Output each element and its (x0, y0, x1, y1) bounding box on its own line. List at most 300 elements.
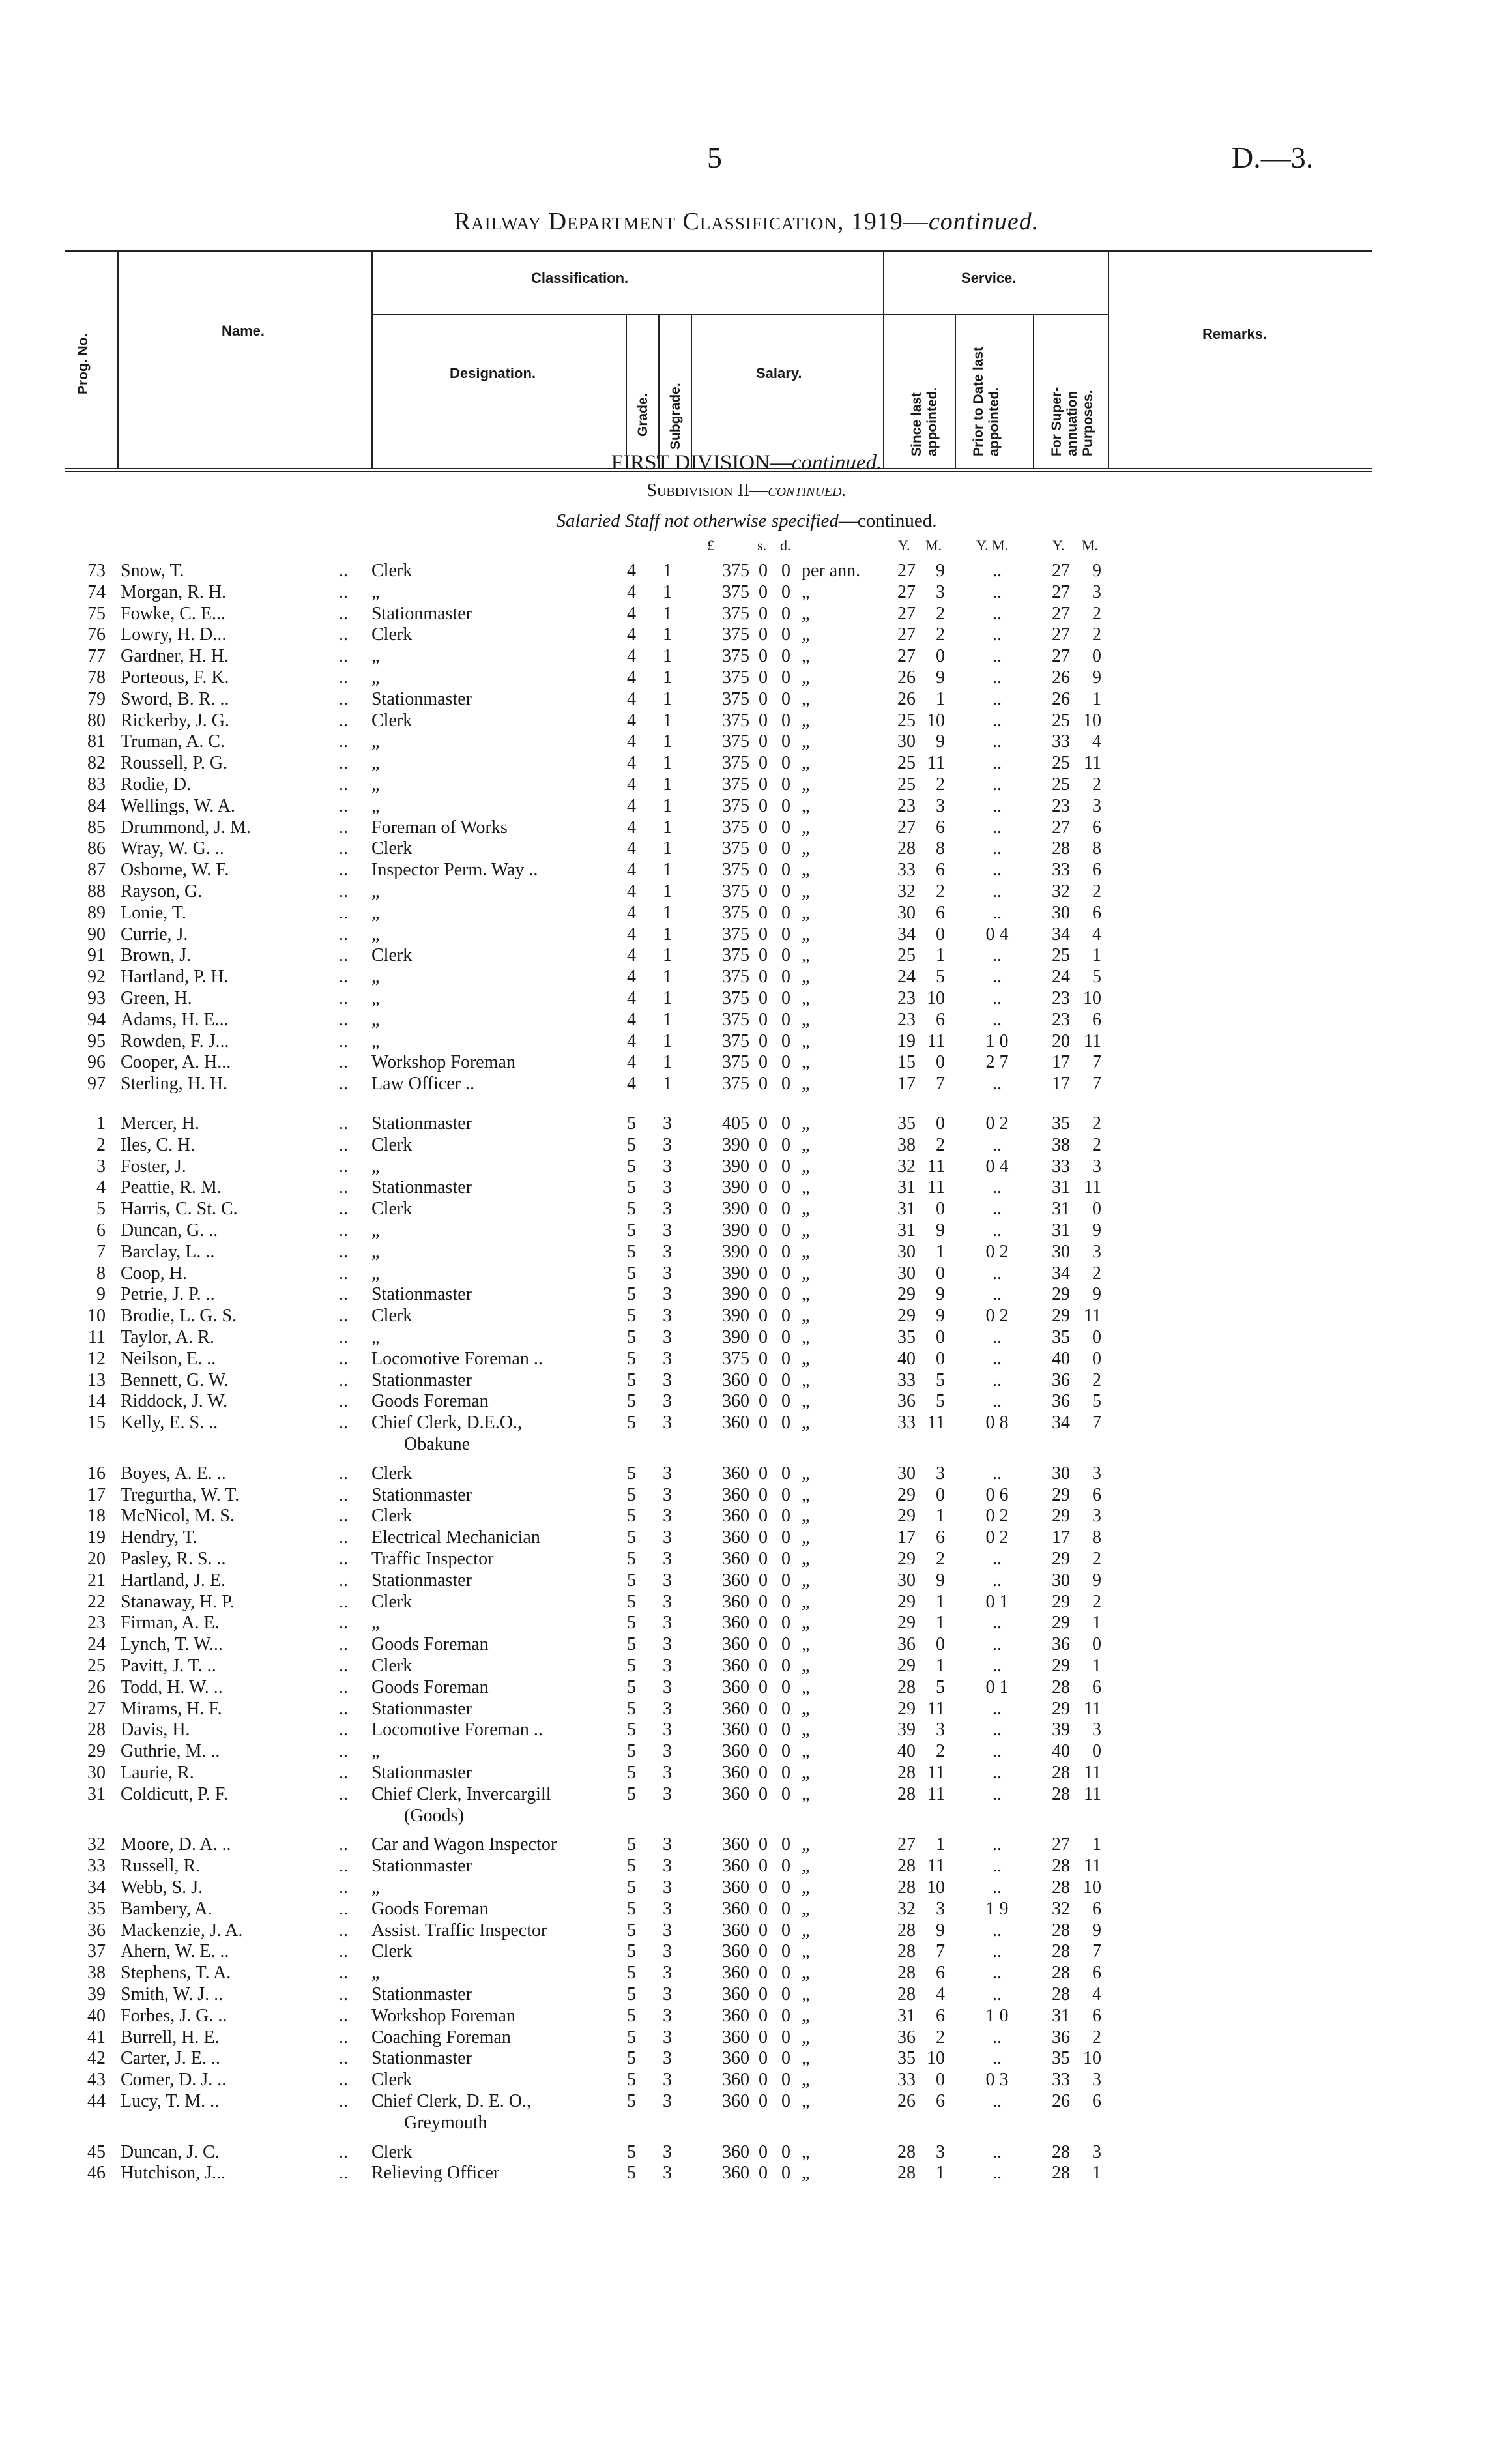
salary-period: „ (802, 1074, 810, 1094)
salary-pounds: 360 (722, 1634, 749, 1655)
staff-name: Green, H. (121, 988, 192, 1008)
super-years: 25 (1052, 945, 1070, 966)
super-months: 9 (1092, 1284, 1101, 1305)
salary-shillings: 0 (759, 1898, 768, 1919)
leader-dots: .. (339, 1506, 348, 1527)
since-months: 0 (936, 1634, 945, 1655)
super-months: 2 (1092, 1113, 1101, 1134)
subgrade: 3 (663, 1177, 672, 1198)
salary-period: „ (802, 774, 810, 795)
salary-shillings: 0 (759, 1763, 768, 1783)
salary-period: „ (802, 731, 810, 752)
leader-dots: .. (339, 1920, 348, 1941)
since-months: 6 (936, 817, 945, 838)
grade: 5 (627, 1549, 636, 1569)
super-years: 27 (1052, 646, 1070, 667)
designation: „ (371, 774, 380, 795)
since-months: 3 (936, 1898, 945, 1919)
salary-pence: 0 (781, 1484, 790, 1505)
prog-no: 22 (87, 1591, 106, 1612)
salary-period: „ (802, 1613, 810, 1634)
since-years: 30 (897, 1570, 916, 1591)
since-months: 1 (936, 1241, 945, 1262)
since-years: 28 (897, 1877, 916, 1898)
salary-pounds: 375 (722, 967, 749, 988)
prior-service: .. (993, 1463, 1002, 1484)
table-row (0, 646, 1493, 667)
since-months: 10 (927, 988, 945, 1008)
since-months: 2 (936, 1741, 945, 1762)
division-label: FIRST DIVISION— (611, 451, 792, 475)
staff-name: Hartland, P. H. (121, 967, 229, 988)
prog-no: 2 (96, 1134, 106, 1155)
subgrade: 3 (663, 1484, 672, 1505)
prior-service: .. (993, 1963, 1002, 1984)
table-row (0, 2006, 1493, 2027)
subgrade: 3 (663, 1570, 672, 1591)
salary-pounds: 360 (722, 1963, 749, 1984)
since-months: 0 (936, 1199, 945, 1220)
designation: Stationmaster (371, 1177, 472, 1198)
since-years: 31 (897, 1177, 916, 1198)
since-months: 1 (936, 2163, 945, 2184)
salary-shillings: 0 (759, 1591, 768, 1612)
leader-dots: .. (339, 1009, 348, 1030)
super-months: 6 (1092, 2005, 1101, 2026)
prog-no: 39 (87, 1984, 106, 2004)
subgrade: 1 (663, 945, 672, 966)
salary-pence: 0 (781, 1199, 790, 1220)
prog-no: 35 (87, 1898, 106, 1919)
grade: 5 (627, 1941, 636, 1962)
prog-no: 89 (87, 902, 106, 923)
grade: 5 (627, 1763, 636, 1783)
staff-name: Coldicutt, P. F. (121, 1783, 229, 1804)
grade: 5 (627, 2048, 636, 2069)
since-years: 30 (897, 902, 916, 923)
staff-name: Laurie, R. (121, 1763, 194, 1783)
grade: 5 (627, 1463, 636, 1484)
table-row (0, 1370, 1493, 1391)
since-months: 10 (927, 2048, 945, 2069)
grade: 5 (627, 1177, 636, 1198)
super-months: 11 (1084, 1177, 1101, 1198)
staff-name: Duncan, J. C. (121, 2141, 220, 2162)
salary-pence: 0 (781, 1941, 790, 1962)
salary-shillings: 0 (759, 1370, 768, 1390)
designation: Stationmaster (371, 1856, 472, 1877)
staff-name: Stanaway, H. P. (121, 1591, 235, 1612)
designation: „ (371, 1613, 380, 1634)
salary-period: „ (802, 1591, 810, 1612)
salary-shillings: 0 (759, 1720, 768, 1740)
super-years: 33 (1052, 860, 1070, 881)
super-months: 10 (1083, 988, 1101, 1008)
grade: 5 (627, 1613, 636, 1634)
prior-service: .. (993, 2091, 1002, 2111)
designation: Clerk (371, 561, 413, 581)
prog-no: 24 (87, 1634, 106, 1655)
salary-pence: 0 (781, 603, 790, 624)
salary-pence: 0 (781, 1677, 790, 1697)
since-years: 36 (897, 2027, 916, 2047)
salary-pounds: 360 (722, 2141, 749, 2162)
prog-no: 86 (87, 838, 106, 859)
prog-no: 3 (96, 1156, 106, 1177)
super-months: 2 (1092, 603, 1101, 624)
salary-pounds: 375 (722, 817, 749, 838)
subgrade: 3 (663, 1391, 672, 1412)
table-row (0, 1877, 1493, 1898)
salary-pounds: 360 (722, 1898, 749, 1919)
grade: 4 (627, 967, 636, 988)
table-row (0, 838, 1493, 859)
prior-service: .. (993, 945, 1002, 966)
table-row (0, 1699, 1493, 1720)
designation: Stationmaster (371, 1984, 472, 2004)
subgrade: 3 (663, 1370, 672, 1390)
since-years: 24 (897, 967, 916, 988)
staff-name: Iles, C. H. (121, 1134, 196, 1155)
since-years: 31 (897, 1220, 916, 1240)
leader-dots: .. (339, 774, 348, 795)
salary-pounds: 390 (722, 1241, 749, 1262)
grade: 4 (627, 860, 636, 881)
salary-pounds: 405 (722, 1113, 749, 1134)
table-row (0, 1052, 1493, 1073)
salary-period: „ (802, 1484, 810, 1505)
salary-pence: 0 (781, 2070, 790, 2090)
table-row (0, 1413, 1493, 1433)
designation: „ (371, 924, 380, 945)
salary-pence: 0 (781, 1527, 790, 1548)
grade: 5 (627, 1284, 636, 1305)
prior-service: .. (993, 1613, 1002, 1634)
super-months: 7 (1092, 1413, 1101, 1433)
since-months: 10 (927, 1877, 945, 1898)
grade: 4 (627, 624, 636, 645)
since-months: 11 (927, 1698, 945, 1719)
since-months: 0 (936, 1484, 945, 1505)
grade: 4 (627, 924, 636, 945)
salary-pounds: 375 (722, 624, 749, 645)
since-years: 30 (897, 1241, 916, 1262)
table-row (0, 817, 1493, 838)
since-months: 9 (936, 1920, 945, 1941)
super-years: 28 (1052, 1783, 1070, 1804)
salary-period: „ (802, 924, 810, 945)
salary-shillings: 0 (759, 1506, 768, 1527)
designation: Traffic Inspector (371, 1549, 494, 1569)
designation: „ (371, 1241, 380, 1262)
leader-dots: .. (339, 1413, 348, 1433)
leader-dots: .. (339, 817, 348, 838)
subgrade: 3 (663, 2027, 672, 2047)
since-years: 32 (897, 881, 916, 902)
header-prior-to: Prior to Date last appointed. (971, 346, 1002, 456)
grade: 4 (627, 603, 636, 624)
super-months: 2 (1092, 881, 1101, 902)
designation: „ (371, 795, 380, 816)
designation: Goods Foreman (371, 1391, 489, 1412)
salary-pence: 0 (781, 1984, 790, 2004)
prior-service: .. (993, 731, 1002, 752)
table-row (0, 624, 1493, 645)
table-row (0, 1263, 1493, 1284)
salary-period: „ (802, 1834, 810, 1855)
prior-service: .. (993, 688, 1002, 709)
super-months: 2 (1092, 624, 1101, 645)
table-row (0, 1941, 1493, 1962)
prior-service: .. (993, 1984, 1002, 2004)
grade: 5 (627, 1741, 636, 1762)
prior-service: .. (993, 967, 1002, 988)
leader-dots: .. (339, 1306, 348, 1327)
salary-period: „ (802, 2027, 810, 2047)
salary-pence: 0 (781, 1634, 790, 1655)
subgrade: 3 (663, 2005, 672, 2026)
table-row (0, 1031, 1493, 1052)
subgrade: 3 (663, 1327, 672, 1347)
col-divider (371, 250, 373, 469)
subgrade: 3 (663, 2048, 672, 2069)
salary-pence: 0 (781, 1370, 790, 1390)
header-subgrade: Subgrade. (668, 383, 683, 450)
grade: 5 (627, 1527, 636, 1548)
salary-shillings: 0 (759, 1134, 768, 1155)
staff-name: Ahern, W. E. .. (121, 1941, 229, 1962)
subgrade: 1 (663, 774, 672, 795)
prog-no: 42 (87, 2048, 106, 2069)
super-years: 23 (1052, 795, 1070, 816)
salary-period: „ (802, 1031, 810, 1051)
salary-pounds: 360 (722, 1413, 749, 1433)
super-years: 23 (1052, 988, 1070, 1008)
since-years: 25 (897, 945, 916, 966)
col-divider (1108, 250, 1109, 469)
since-years: 28 (897, 838, 916, 859)
grade: 5 (627, 1413, 636, 1433)
subgrade: 3 (663, 1856, 672, 1877)
salary-pounds: 360 (722, 1856, 749, 1877)
salary-shillings: 0 (759, 1698, 768, 1719)
staff-name: Drummond, J. M. (121, 817, 251, 838)
table-row (0, 1391, 1493, 1412)
prior-service: .. (993, 1177, 1002, 1198)
table-row (0, 1506, 1493, 1527)
table-row (0, 1634, 1493, 1655)
super-months: 6 (1092, 817, 1101, 838)
since-months: 0 (936, 1052, 945, 1073)
leader-dots: .. (339, 1348, 348, 1369)
grade: 5 (627, 1877, 636, 1898)
staff-name: Comer, D. J. .. (121, 2070, 227, 2090)
subgrade: 1 (663, 902, 672, 923)
staff-label: Salaried Staff not otherwise specified (556, 510, 839, 531)
salary-pounds: 375 (722, 710, 749, 731)
salary-pounds: 360 (722, 1920, 749, 1941)
staff-name: Brodie, L. G. S. (121, 1306, 237, 1327)
prior-service: .. (993, 1741, 1002, 1762)
prog-no: 8 (96, 1263, 106, 1283)
salary-shillings: 0 (759, 624, 768, 645)
grade: 4 (627, 774, 636, 795)
subgrade: 1 (663, 988, 672, 1008)
super-years: 29 (1052, 1306, 1070, 1327)
salary-shillings: 0 (759, 945, 768, 966)
staff-name: Duncan, G. .. (121, 1220, 218, 1240)
salary-pence: 0 (781, 1113, 790, 1134)
designation: „ (371, 1741, 380, 1762)
super-years: 34 (1052, 924, 1070, 945)
grade: 4 (627, 945, 636, 966)
designation: Clerk (371, 1306, 413, 1327)
leader-dots: .. (339, 1391, 348, 1412)
subgrade: 1 (663, 688, 672, 709)
designation: „ (371, 988, 380, 1008)
since-years: 32 (897, 1156, 916, 1177)
super-months: 11 (1084, 1783, 1101, 1804)
salary-period: „ (802, 902, 810, 923)
salary-pence: 0 (781, 1074, 790, 1094)
prior-service: .. (993, 1284, 1002, 1305)
since-months: 3 (936, 1720, 945, 1740)
super-years: 17 (1052, 1527, 1070, 1548)
table-row (0, 924, 1493, 945)
staff-name: Tregurtha, W. T. (121, 1484, 240, 1505)
subgrade: 3 (663, 1877, 672, 1898)
prog-no: 97 (87, 1074, 106, 1094)
salary-period: „ (802, 1391, 810, 1412)
salary-pounds: 375 (722, 924, 749, 945)
prog-no: 23 (87, 1613, 106, 1634)
page-number: 5 (707, 141, 722, 174)
super-months: 0 (1092, 1199, 1101, 1220)
since-months: 2 (936, 774, 945, 795)
table-row (0, 1177, 1493, 1198)
salary-shillings: 0 (759, 1613, 768, 1634)
table-row (0, 1463, 1493, 1484)
header-remarks: Remarks. (1202, 326, 1268, 342)
salary-pence: 0 (781, 688, 790, 709)
designation: Clerk (371, 1463, 413, 1484)
salary-pounds: 360 (722, 2048, 749, 2069)
prior-service: .. (993, 817, 1002, 838)
staff-name: Porteous, F. K. (121, 667, 229, 688)
salary-pounds: 360 (722, 1720, 749, 1740)
super-years: 29 (1052, 1613, 1070, 1634)
salary-period: „ (802, 667, 810, 688)
salary-shillings: 0 (759, 1306, 768, 1327)
salary-shillings: 0 (759, 1391, 768, 1412)
staff-name: Stephens, T. A. (121, 1963, 231, 1984)
designation: Clerk (371, 1199, 413, 1220)
since-months: 11 (927, 1031, 945, 1051)
since-years: 33 (897, 860, 916, 881)
since-months: 6 (936, 1009, 945, 1030)
subgrade: 1 (663, 1074, 672, 1094)
super-years: 28 (1052, 1984, 1070, 2004)
salary-pence: 0 (781, 1156, 790, 1177)
subgrade: 3 (663, 1113, 672, 1134)
salary-shillings: 0 (759, 1113, 768, 1134)
salary-pence: 0 (781, 1284, 790, 1305)
since-months: 0 (936, 1263, 945, 1283)
super-years: 30 (1052, 902, 1070, 923)
grade: 5 (627, 1370, 636, 1390)
prior-service: 0 2 (985, 1306, 1009, 1327)
salary-period: „ (802, 1634, 810, 1655)
super-months: 3 (1092, 1241, 1101, 1262)
salary-shillings: 0 (759, 1856, 768, 1877)
super-years: 25 (1052, 753, 1070, 774)
super-months: 0 (1092, 1348, 1101, 1369)
salary-period: „ (802, 1348, 810, 1369)
grade: 5 (627, 1634, 636, 1655)
since-years: 29 (897, 1549, 916, 1569)
prior-service: 1 9 (985, 1898, 1009, 1919)
prior-service: .. (993, 581, 1002, 602)
staff-name: Lucy, T. M. .. (121, 2091, 220, 2111)
since-months: 5 (936, 967, 945, 988)
table-row (0, 1242, 1493, 1263)
prior-service: .. (993, 2141, 1002, 2162)
prior-service: .. (993, 1656, 1002, 1676)
salary-shillings: 0 (759, 1284, 768, 1305)
salary-shillings: 0 (759, 1549, 768, 1569)
salary-pence: 0 (781, 1698, 790, 1719)
super-years: 29 (1052, 1549, 1070, 1569)
table-row (0, 1306, 1493, 1327)
designation: Goods Foreman (371, 1634, 489, 1655)
designation: Coaching Foreman (371, 2027, 511, 2047)
super-months: 2 (1092, 1591, 1101, 1612)
salary-period: „ (802, 1963, 810, 1984)
designation: Workshop Foreman (371, 2005, 515, 2026)
super-years: 32 (1052, 1898, 1070, 1919)
prog-no: 9 (96, 1284, 106, 1305)
since-years: 32 (897, 1898, 916, 1919)
since-years: 26 (897, 2091, 916, 2111)
super-months: 10 (1083, 1877, 1101, 1898)
prog-no: 31 (87, 1783, 106, 1804)
subgrade: 1 (663, 881, 672, 902)
salary-period: „ (802, 1783, 810, 1804)
staff-name: Hutchison, J... (121, 2163, 225, 2184)
staff-name: Todd, H. W. .. (121, 1677, 223, 1697)
subgrade: 3 (663, 1920, 672, 1941)
salary-pence: 0 (781, 2091, 790, 2111)
salary-shillings: 0 (759, 2163, 768, 2184)
salary-period: „ (802, 1656, 810, 1676)
super-years: 28 (1052, 1877, 1070, 1898)
super-months: 2 (1092, 774, 1101, 795)
since-years: 29 (897, 1698, 916, 1719)
salary-period: „ (802, 1199, 810, 1220)
salary-pence: 0 (781, 753, 790, 774)
table-row (0, 1327, 1493, 1348)
salary-shillings: 0 (759, 1327, 768, 1347)
leader-dots: .. (339, 1156, 348, 1177)
subgrade: 1 (663, 1031, 672, 1051)
grade: 5 (627, 1898, 636, 1919)
salary-shillings: 0 (759, 988, 768, 1008)
leader-dots: .. (339, 2091, 348, 2111)
table-row (0, 1656, 1493, 1677)
leader-dots: .. (339, 1241, 348, 1262)
super-months: 3 (1092, 581, 1101, 602)
staff-name: Currie, J. (121, 924, 188, 945)
